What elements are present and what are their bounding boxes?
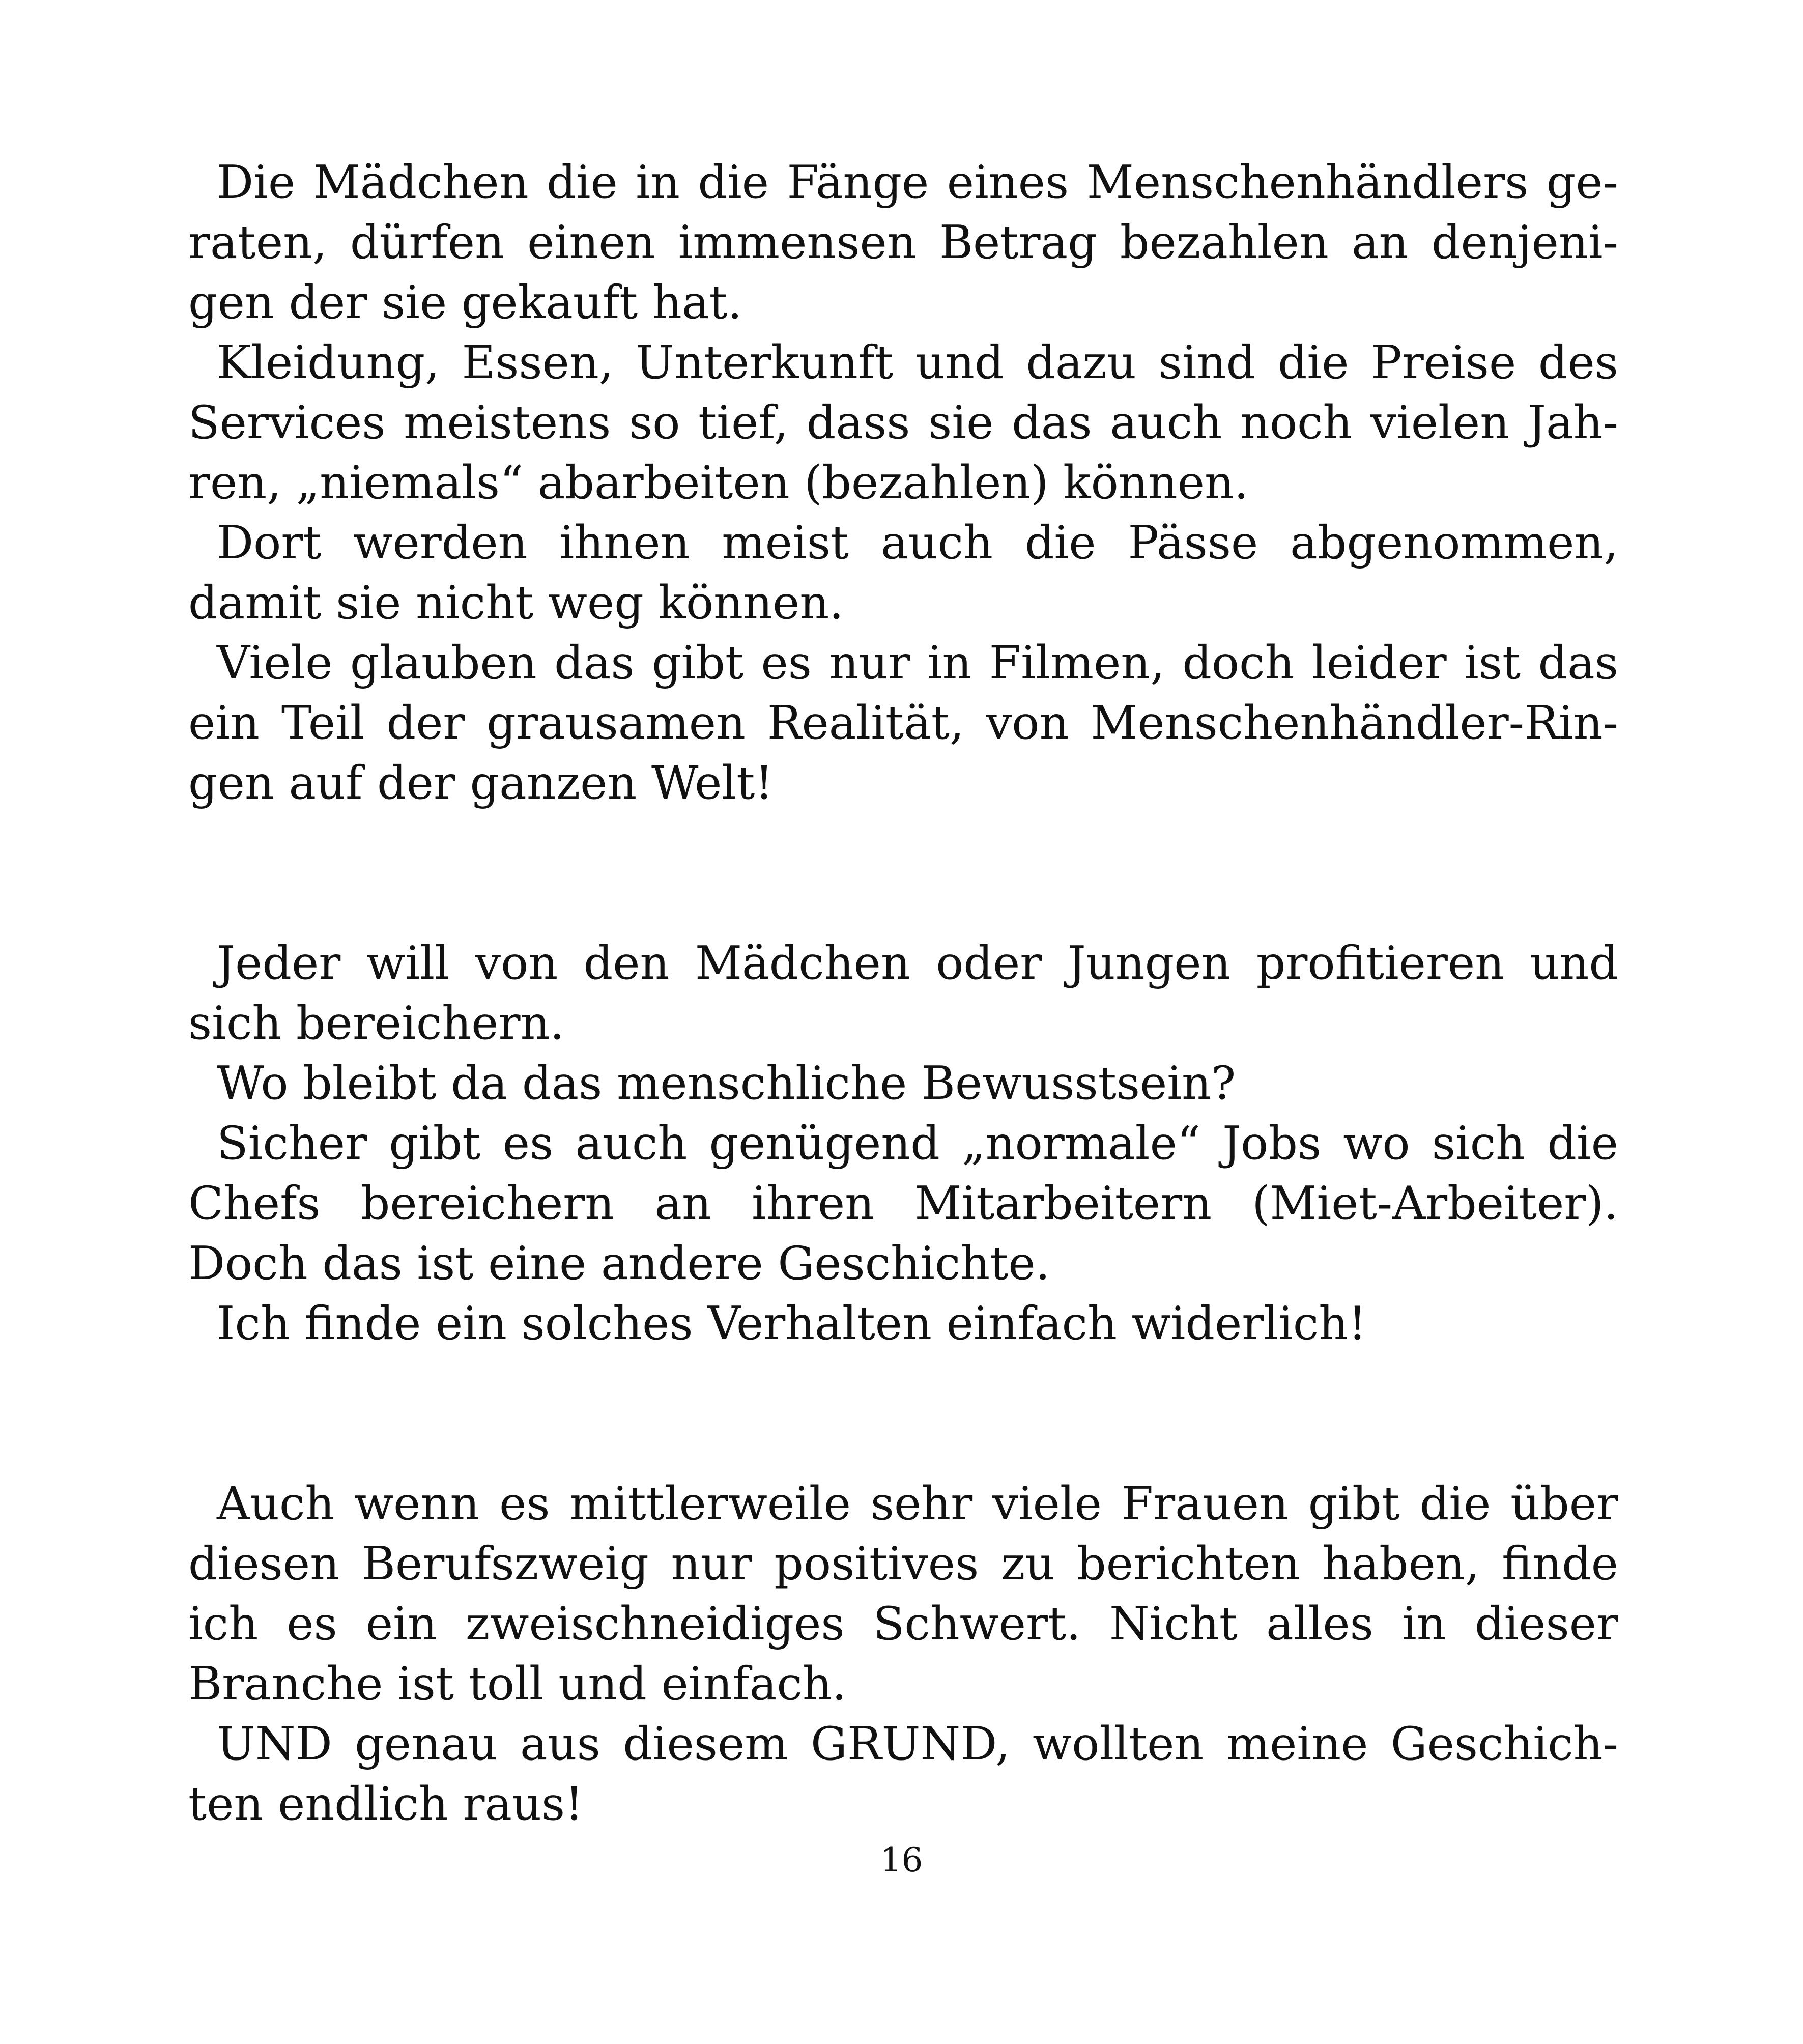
paragraph bbox=[188, 633, 1618, 813]
paragraph bbox=[188, 1294, 1618, 1354]
section-gap bbox=[188, 1354, 1618, 1474]
text-line: gen der sie gekauft hat. bbox=[188, 276, 742, 329]
text-line: ten endlich raus! bbox=[188, 1777, 584, 1831]
text-line: Auch wenn es mittlerweile sehr viele Frauen gibt die über bbox=[217, 1477, 1618, 1530]
text-line: gen auf der ganzen Welt! bbox=[188, 756, 774, 810]
text-line: raten, dürfen einen immensen Betrag bezahlen an denjeni- bbox=[188, 216, 1618, 269]
text-line: Branche ist toll und einfach. bbox=[188, 1657, 847, 1711]
text-line: Services meistens so tief, dass sie das auch noch vielen Jah- bbox=[188, 396, 1618, 449]
paragraph bbox=[188, 513, 1618, 633]
text-line: Dort werden ihnen meist auch die Pässe abgenommen, bbox=[217, 516, 1618, 570]
paragraph bbox=[188, 933, 1618, 1054]
text-line: UND genau aus diesem GRUND, wollten meine Geschich- bbox=[217, 1717, 1618, 1771]
page-number: 16 bbox=[880, 1840, 923, 1880]
paragraph bbox=[188, 333, 1618, 513]
text-line: Chefs bereichern an ihren Mitarbeitern (Miet-Arbeiter). bbox=[188, 1177, 1618, 1230]
paragraph bbox=[188, 153, 1618, 333]
text-line: Ich finde ein solches Verhalten einfach widerlich! bbox=[217, 1297, 1367, 1350]
paragraph bbox=[188, 1114, 1618, 1294]
text-line: ein Teil der grausamen Realität, von Menschenhändler-Rin- bbox=[188, 696, 1618, 750]
text-line: Sicher gibt es auch genügend „normale“ Jobs wo sich die bbox=[217, 1117, 1618, 1170]
text-line: ich es ein zweischneidiges Schwert. Nicht alles in dieser bbox=[188, 1597, 1618, 1651]
text-line: Jeder will von den Mädchen oder Jungen profitieren und bbox=[217, 936, 1618, 990]
paragraph bbox=[188, 1054, 1618, 1114]
text-line: ren, „niemals“ abarbeiten (bezahlen) können. bbox=[188, 456, 1249, 509]
text-line: Kleidung, Essen, Unterkunft und dazu sind die Preise des bbox=[217, 336, 1618, 389]
text-line: Wo bleibt da das menschliche Bewusstsein? bbox=[217, 1057, 1236, 1110]
text-line: sich bereichern. bbox=[188, 997, 565, 1050]
text-line: Viele glauben das gibt es nur in Filmen, doch leider ist das bbox=[217, 636, 1618, 690]
section-gap bbox=[188, 813, 1618, 933]
text-line: diesen Berufszweig nur positives zu berichten haben, finde bbox=[188, 1537, 1618, 1591]
paragraph bbox=[188, 1714, 1618, 1834]
page-body bbox=[188, 153, 1618, 1834]
text-line: Die Mädchen die in die Fänge eines Menschenhändlers ge- bbox=[217, 156, 1618, 209]
text-line: Doch das ist eine andere Geschichte. bbox=[188, 1237, 1050, 1290]
paragraph bbox=[188, 1474, 1618, 1714]
text-line: damit sie nicht weg können. bbox=[188, 576, 844, 630]
